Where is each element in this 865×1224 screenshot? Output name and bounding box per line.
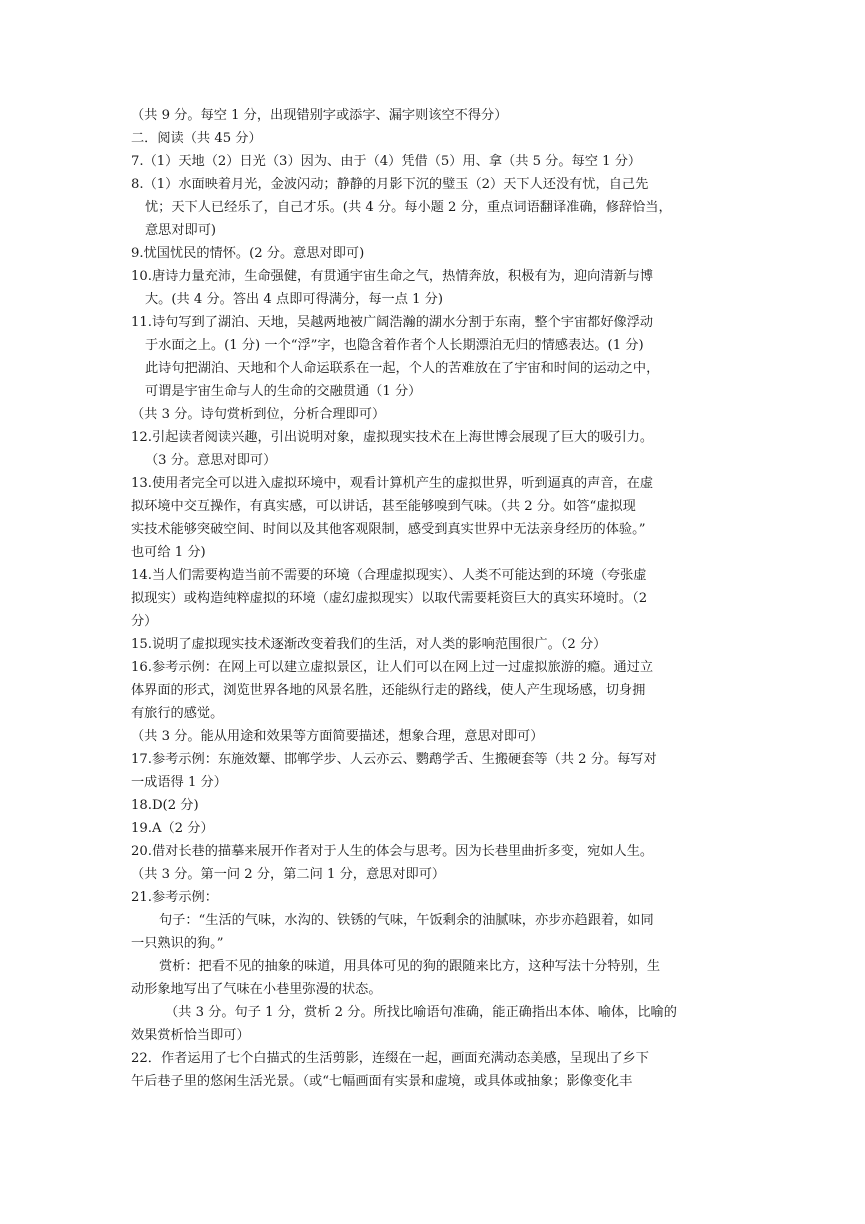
answer-line: 7.（1）天地（2）日光（3）因为、由于（4）凭借（5）用、拿（共 5 分。每空 1 分） (131, 154, 642, 169)
answer-line: （共 3 分。第一问 2 分，第二问 1 分，意思对即可） (131, 867, 446, 882)
answer-line: 14.当人们需要构造当前不需要的环境（合理虚拟现实）、人类不可能达到的环境（夸张虚 (131, 568, 647, 583)
answer-line: 拟环境中交互操作，有真实感，可以讲话，甚至能够嗅到气味。（共 2 分。如答“虚拟现 (131, 499, 636, 514)
answer-line: 意思对即可) (145, 223, 217, 238)
answer-line: 体界面的形式，浏览世界各地的风景名胜，还能纵行走的路线，使人产生现场感，切身拥 (131, 683, 646, 698)
answer-line: 有旅行的感觉。 (131, 706, 224, 721)
answer-line: 19.A（2 分） (131, 821, 214, 836)
answer-line: 10.唐诗力量充沛，生命强健，有贯通宇宙生命之气，热情奔放，积极有为，迎向清新与博 (131, 269, 654, 284)
answer-line: 此诗句把湖泊、天地和个人命运联系在一起，个人的苦难放在了宇宙和时间的运动之中， (145, 361, 660, 376)
answer-line: 效果赏析恰当即可） (131, 1028, 250, 1043)
answer-line: 午后巷子里的悠闲生活光景。（或“七幅画面有实景和虚境，或具体或抽象；影像变化丰 (131, 1074, 633, 1089)
answer-line: （共 3 分。诗句赏析到位，分析合理即可） (131, 407, 386, 422)
answer-line: 可谓是宇宙生命与人的生命的交融贯通（1 分） (145, 384, 422, 399)
answer-line: （共 3 分。能从用途和效果等方面简要描述，想象合理，意思对即可） (131, 729, 544, 744)
answer-line: （共 9 分。每空 1 分，出现错别字或添字、漏字则该空不得分） (131, 108, 508, 123)
answer-line: 于水面之上。(1 分) 一个“浮”字，也隐含着作者个人长期漂泊无归的情感表达。(1 分) (145, 338, 644, 353)
answer-line: 13.使用者完全可以进入虚拟环境中，观看计算机产生的虚拟世界，听到逼真的声音，在虚 (131, 476, 654, 491)
answer-line: 大。(共 4 分。答出 4 点即可得满分，每一点 1 分) (145, 292, 443, 307)
answer-line: 9.忧国忧民的情怀。(2 分。意思对即可) (131, 246, 365, 261)
answer-line: 8.（1）水面映着月光，金波闪动；静静的月影下沉的璧玉（2）天下人还没有忧，自己先 (131, 177, 649, 192)
answer-line: 15.说明了虚拟现实技术逐渐改变着我们的生活，对人类的影响范围很广。（2 分） (131, 637, 607, 652)
answer-line: 也可给 1 分) (131, 545, 206, 560)
answer-line: 二．阅读（共 45 分） (131, 131, 262, 146)
answer-line: 一成语得 1 分） (131, 775, 227, 790)
answer-line: 18.D(2 分) (131, 798, 199, 813)
answer-line: 12.引起读者阅读兴趣，引出说明对象，虚拟现实技术在上海世博会展现了巨大的吸引力。 (131, 430, 654, 445)
answer-line: 20.借对长巷的描摹来展开作者对于人生的体会与思考。因为长巷里曲折多变，宛如人生。 (131, 844, 654, 859)
answer-line: 22．作者运用了七个白描式的生活剪影，连缀在一起，画面充满动态美感，呈现出了乡下 (131, 1051, 649, 1066)
answer-line: 赏析：把看不见的抽象的味道，用具体可见的狗的跟随来比方，这种写法十分特别，生 (159, 959, 661, 974)
answer-line: （3 分。意思对即可） (145, 453, 277, 468)
answer-key-page (131, 104, 741, 1093)
answer-line: 实技术能够突破空间、时间以及其他客观限制，感受到真实世界中无法亲身经历的体验。” (131, 522, 646, 537)
answer-line: 动形象地写出了气味在小巷里弥漫的状态。 (131, 982, 382, 997)
answer-line: （共 3 分。句子 1 分，赏析 2 分。所找比喻语句准确，能正确指出本体、喻体，比喻的 (165, 1005, 677, 1020)
answer-line: 11.诗句写到了湖泊、天地，吴越两地被广阔浩瀚的湖水分割于东南，整个宇宙都好像浮动 (131, 315, 654, 330)
answer-line: 分） (131, 614, 158, 629)
answer-line: 句子：“生活的气味，水沟的、铁锈的气味，午饭剩余的油腻味，亦步亦趋跟着，如同 (159, 913, 654, 928)
answer-line: 21.参考示例： (131, 890, 218, 905)
answer-line: 17.参考示例：东施效颦、邯郸学步、人云亦云、鹦鹉学舌、生搬硬套等（共 2 分。每写对 (131, 752, 657, 767)
answer-line: 16.参考示例：在网上可以建立虚拟景区，让人们可以在网上过一过虚拟旅游的瘾。通过立 (131, 660, 654, 675)
answer-line: 一只熟识的狗。” (131, 936, 224, 951)
answer-line: 拟现实）或构造纯粹虚拟的环境（虚幻虚拟现实）以取代需要耗资巨大的真实环境时。（2 (131, 591, 648, 606)
answer-line: 忧；天下人已经乐了，自己才乐。(共 4 分。每小题 2 分，重点词语翻译准确，修辞恰当， (145, 200, 672, 215)
